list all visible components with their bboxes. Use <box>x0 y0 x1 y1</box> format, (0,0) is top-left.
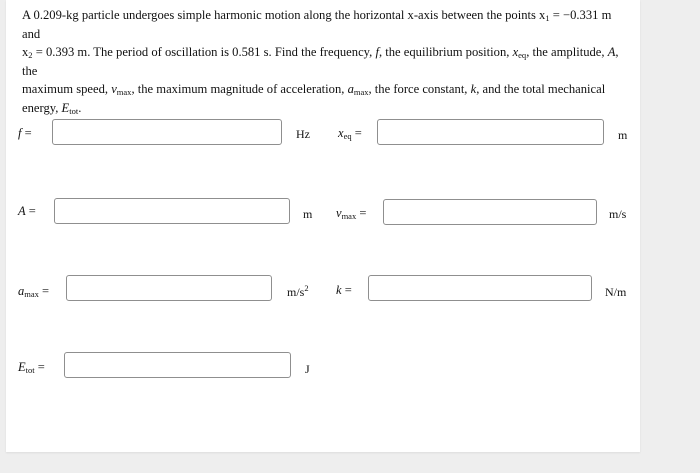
equilibrium-position-label: $x_{eq}$ = <box>338 126 362 141</box>
amplitude-unit: m <box>303 207 313 221</box>
max-speed-label: $v_{max}$ = <box>336 206 367 221</box>
equilibrium-position-input[interactable] <box>377 119 604 145</box>
frequency-label: f = <box>18 126 32 140</box>
max-speed-unit: m/s <box>609 207 627 221</box>
equilibrium-position-unit: m <box>618 128 628 142</box>
total-energy-input[interactable] <box>64 352 291 378</box>
force-constant-input[interactable] <box>368 275 592 301</box>
frequency-unit: Hz <box>296 127 310 141</box>
max-speed-input[interactable] <box>383 199 597 225</box>
question-card <box>6 0 640 452</box>
force-constant-label: k = <box>336 283 352 297</box>
force-constant-unit: N/m <box>605 285 627 299</box>
max-acceleration-label: $a_{max}$ = <box>18 284 50 299</box>
max-acceleration-input[interactable] <box>66 275 272 301</box>
max-acceleration-unit: $m/s^2$ <box>287 283 309 299</box>
problem-statement: A 0.209-kg particle undergoes simple harmonic motion along the horizontal x-axis between the points $x_1 = -0.331$ m and $x_2 = 0.393$ m. The period of oscillation is 0.581 s. Find the frequency, f, the equilibrium position, $x_{eq}$, the amplitude, A, the maximum speed, $v_{max}$, the maximum magnitude of acceleration, $a_{max}$, the force constant, k, and the total mechanical energy, $E_{tot}$. <box>22 8 619 116</box>
amplitude-label: A = <box>18 204 36 218</box>
total-energy-label: $E_{tot}$ = <box>18 360 45 375</box>
total-energy-unit: J <box>305 362 310 376</box>
frequency-input[interactable] <box>52 119 282 145</box>
amplitude-input[interactable] <box>54 198 290 224</box>
